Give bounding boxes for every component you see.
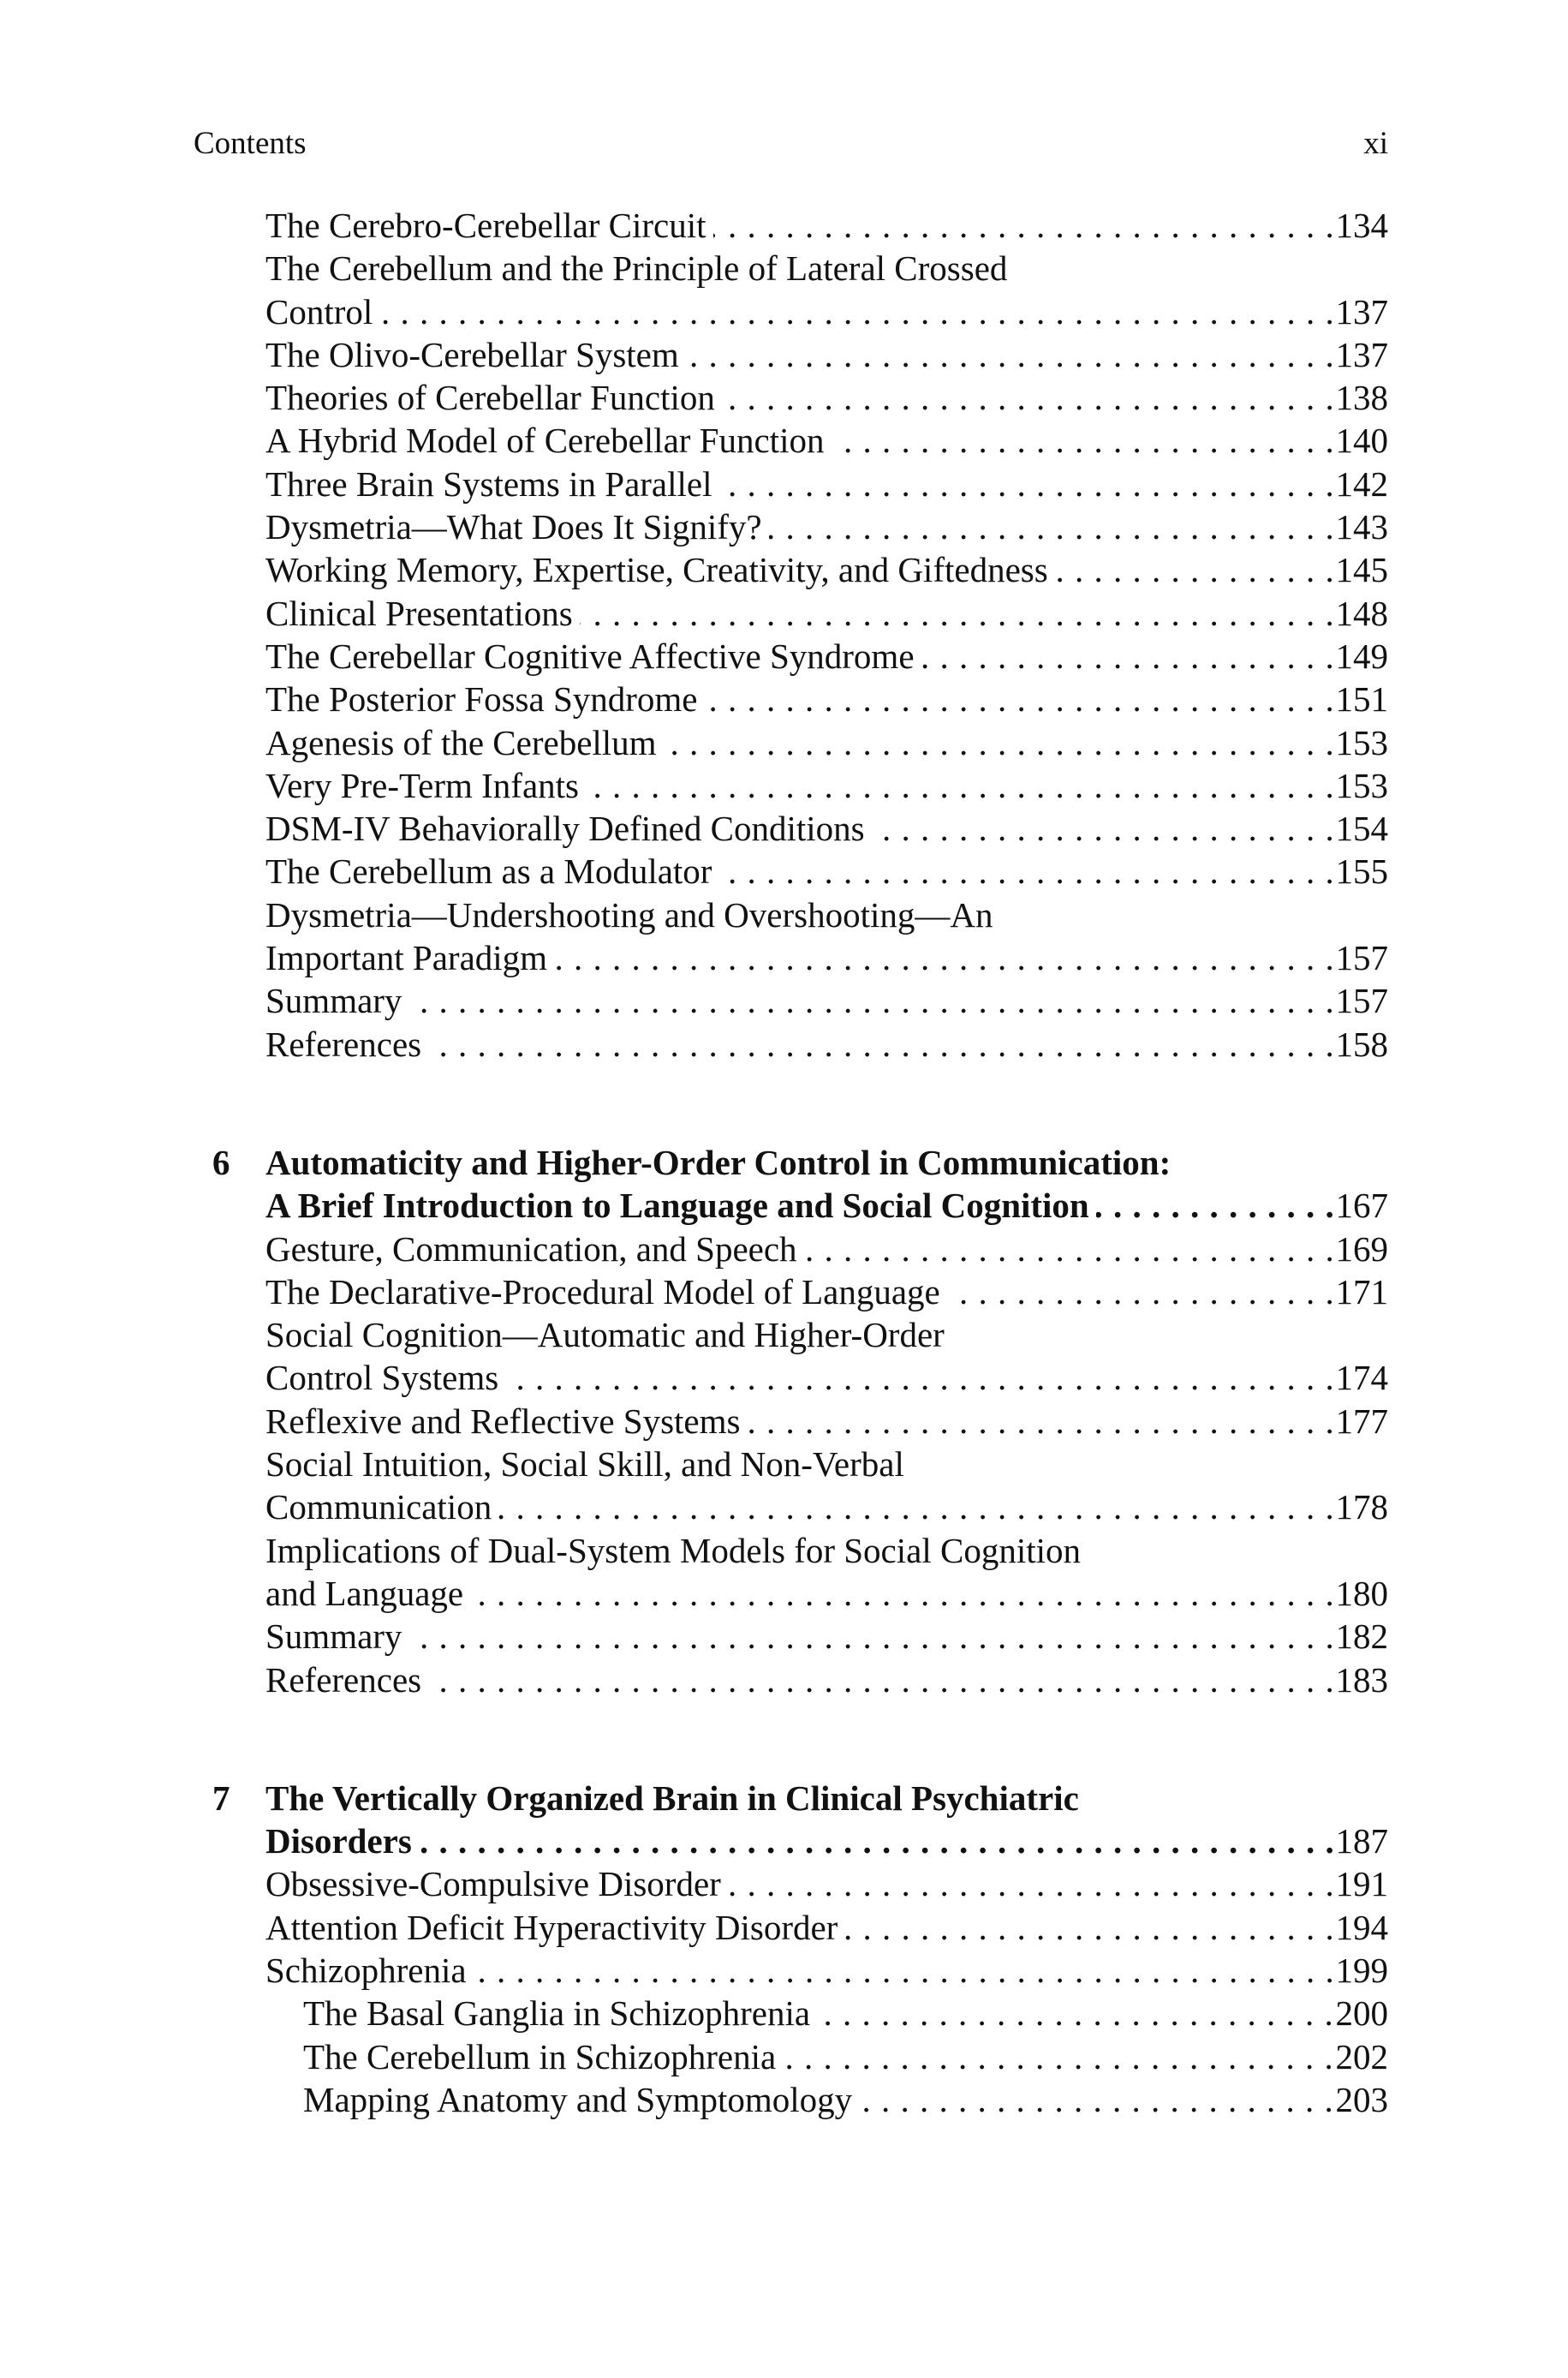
toc-entry[interactable] — [0, 548, 1568, 591]
toc-entry-title: Dysmetria—Undershooting and Overshooting—An — [265, 895, 1000, 935]
toc-entry[interactable] — [0, 721, 1568, 764]
chapter-number: 7 — [212, 1778, 230, 1818]
toc-entry-title: The Declarative-Procedural Model of Language — [265, 1272, 947, 1311]
toc-entry-page: 153 — [1335, 722, 1388, 762]
toc-entry-title: Agenesis of the Cerebellum — [265, 723, 664, 762]
toc-entry[interactable] — [0, 635, 1568, 678]
running-head-title: Contents — [194, 126, 307, 161]
toc-entry-title: The Cerebellum as a Modulator — [265, 851, 718, 891]
toc-entry-page: 199 — [1335, 1950, 1388, 1990]
toc-entry[interactable] — [0, 1356, 1568, 1399]
chapter-title-line2: A Brief Introduction to Language and Social Cognition — [265, 1186, 1096, 1225]
toc-entry-title: DSM-IV Behaviorally Defined Conditions — [265, 809, 872, 848]
toc-entry-page: 145 — [1335, 550, 1388, 590]
chapter-title-line1: The Vertically Organized Brain in Clinical Psychiatric — [265, 1778, 1086, 1818]
chapter-heading-7-cont[interactable] — [0, 1819, 1568, 1862]
page-number-roman: xi — [1363, 126, 1388, 161]
chapter-title-line1: Automaticity and Higher-Order Control in Communication: — [265, 1143, 1177, 1182]
toc-entry-title: and Language — [265, 1574, 470, 1613]
chapter-number: 6 — [212, 1142, 230, 1182]
toc-entry-title: Schizophrenia — [265, 1951, 474, 1990]
toc-entry-title: Summary — [265, 981, 408, 1020]
toc-entry[interactable] — [0, 979, 1568, 1022]
toc-entry-page: 169 — [1335, 1228, 1388, 1269]
toc-entry-page: 157 — [1335, 981, 1388, 1021]
toc-entry-title: Control — [265, 292, 379, 332]
toc-entry-page: 140 — [1335, 421, 1388, 461]
toc-entry[interactable] — [0, 893, 1568, 936]
toc-entry-title: The Posterior Fossa Syndrome — [265, 679, 705, 719]
toc-entry[interactable] — [0, 592, 1568, 635]
section-gap — [0, 1701, 1568, 1777]
toc-entry[interactable] — [0, 1443, 1568, 1485]
toc-entry-page: 177 — [1335, 1401, 1388, 1441]
toc-entry[interactable] — [0, 1023, 1568, 1066]
toc-entry-title: Attention Deficit Hyperactivity Disorder — [265, 1908, 844, 1947]
toc-entry[interactable] — [0, 505, 1568, 548]
toc-entry-page: 174 — [1335, 1358, 1388, 1398]
chapter-page: 167 — [1335, 1186, 1388, 1226]
toc-subentry[interactable] — [0, 2078, 1568, 2121]
toc-entry-page: 157 — [1335, 938, 1388, 978]
toc-entry-title: Reflexive and Reflective Systems — [265, 1401, 747, 1441]
toc-entry-title: The Cerebellar Cognitive Affective Syndrome — [265, 636, 921, 676]
toc-entry-title: A Hybrid Model of Cerebellar Function — [265, 421, 831, 460]
toc-entry[interactable] — [0, 463, 1568, 505]
toc-entry[interactable] — [0, 204, 1568, 247]
toc-entry-page: 134 — [1335, 206, 1388, 245]
toc-entry-page: 194 — [1335, 1907, 1388, 1947]
table-of-contents — [0, 204, 1568, 2121]
toc-entry-title: Mapping Anatomy and Symptomology — [303, 2080, 859, 2119]
toc-entry-title: Clinical Presentations — [265, 594, 580, 633]
section-gap — [0, 1066, 1568, 1141]
toc-entry-title: Implications of Dual-System Models for Social Cognition — [265, 1531, 1088, 1570]
toc-entry[interactable] — [0, 678, 1568, 720]
toc-entry-page: 149 — [1335, 636, 1388, 676]
toc-entry-title: The Olivo-Cerebellar System — [265, 335, 686, 374]
toc-entry-title: The Basal Ganglia in Schizophrenia — [303, 1993, 817, 2033]
toc-entry-title: Dysmetria—What Does It Signify? — [265, 507, 769, 547]
toc-entry[interactable] — [0, 1949, 1568, 1992]
toc-entry-page: 158 — [1335, 1024, 1388, 1064]
toc-entry-page: 142 — [1335, 463, 1388, 504]
toc-entry-title: The Cerebellum and the Principle of Lateral Crossed — [265, 248, 1014, 288]
toc-entry[interactable] — [0, 1615, 1568, 1658]
toc-subentry[interactable] — [0, 1992, 1568, 2034]
toc-entry-page: 180 — [1335, 1573, 1388, 1613]
running-head — [194, 123, 1388, 164]
toc-entry-title: The Cerebro-Cerebellar Circuit — [265, 206, 713, 245]
toc-entry[interactable] — [0, 1485, 1568, 1528]
toc-entry[interactable] — [0, 1906, 1568, 1949]
toc-entry[interactable] — [0, 764, 1568, 807]
toc-entry-title: Important Paradigm — [265, 938, 554, 977]
toc-entry[interactable] — [0, 290, 1568, 333]
toc-entry-page: 200 — [1335, 1993, 1388, 2034]
toc-entry[interactable] — [0, 1862, 1568, 1905]
toc-entry[interactable] — [0, 1529, 1568, 1572]
toc-entry-page: 148 — [1335, 593, 1388, 633]
toc-entry-page: 137 — [1335, 334, 1388, 374]
toc-entry-title: References — [265, 1660, 428, 1700]
toc-entry[interactable] — [0, 376, 1568, 419]
toc-entry-title: Social Intuition, Social Skill, and Non-Verbal — [265, 1444, 911, 1484]
toc-entry-page: 138 — [1335, 378, 1388, 418]
toc-entry-title: Social Cognition—Automatic and Higher-Order — [265, 1315, 951, 1354]
toc-entry-title: The Cerebellum in Schizophrenia — [303, 2037, 783, 2076]
toc-entry-page: 143 — [1335, 507, 1388, 547]
toc-entry-page: 155 — [1335, 851, 1388, 892]
toc-entry-title: Theories of Cerebellar Function — [265, 378, 722, 417]
toc-entry-title: Summary — [265, 1616, 408, 1656]
chapter-heading-6-cont[interactable] — [0, 1184, 1568, 1227]
toc-entry-page: 182 — [1335, 1616, 1388, 1657]
chapter-title-line2: Disorders — [265, 1821, 419, 1861]
toc-entry-title: Control Systems — [265, 1358, 505, 1397]
toc-entry[interactable] — [0, 1270, 1568, 1313]
chapter-heading-7[interactable] — [0, 1777, 1568, 1819]
chapter-heading-6[interactable] — [0, 1141, 1568, 1184]
toc-entry[interactable] — [0, 1400, 1568, 1443]
chapter-page: 187 — [1335, 1821, 1388, 1861]
toc-entry-page: 178 — [1335, 1487, 1388, 1527]
toc-entry-title: Obsessive-Compulsive Disorder — [265, 1864, 728, 1903]
toc-entry-title: Communication — [265, 1487, 498, 1527]
toc-entry[interactable] — [0, 1572, 1568, 1615]
toc-entry-page: 203 — [1335, 2079, 1388, 2119]
toc-entry-page: 154 — [1335, 809, 1388, 849]
toc-entry[interactable] — [0, 333, 1568, 376]
toc-entry-title: References — [265, 1025, 428, 1064]
toc-entry[interactable] — [0, 1658, 1568, 1701]
toc-entry[interactable] — [0, 807, 1568, 850]
toc-entry[interactable] — [0, 1228, 1568, 1270]
toc-entry-page: 153 — [1335, 765, 1388, 805]
toc-entry-page: 202 — [1335, 2036, 1388, 2076]
toc-entry-page: 183 — [1335, 1659, 1388, 1700]
toc-entry[interactable] — [0, 850, 1568, 893]
toc-entry[interactable] — [0, 247, 1568, 290]
toc-entry-page: 151 — [1335, 679, 1388, 720]
toc-entry-page: 137 — [1335, 291, 1388, 332]
toc-entry-title: Very Pre-Term Infants — [265, 766, 586, 805]
toc-entry-title: Working Memory, Expertise, Creativity, and Giftedness — [265, 550, 1055, 589]
toc-entry-page: 191 — [1335, 1864, 1388, 1904]
toc-entry[interactable] — [0, 936, 1568, 979]
toc-entry-page: 171 — [1335, 1271, 1388, 1311]
toc-entry-title: Gesture, Communication, and Speech — [265, 1229, 804, 1269]
toc-entry[interactable] — [0, 419, 1568, 462]
toc-entry[interactable] — [0, 1313, 1568, 1356]
toc-subentry[interactable] — [0, 2035, 1568, 2078]
toc-entry-title: Three Brain Systems in Parallel — [265, 464, 719, 504]
